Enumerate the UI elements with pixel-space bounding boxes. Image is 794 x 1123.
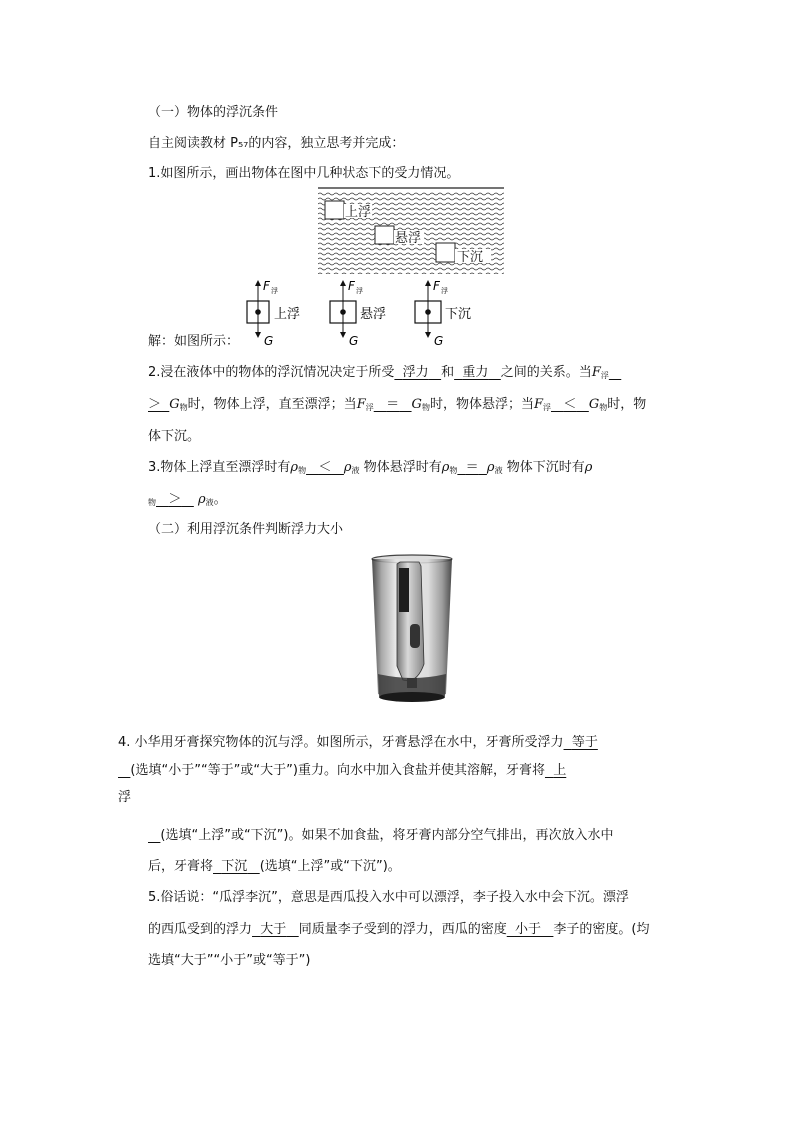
force-label-F-sub: 浮	[356, 287, 363, 295]
force-label-F: F	[433, 279, 440, 293]
question-4-line-3: 浮	[118, 790, 132, 805]
answer-rho-less: ＜	[318, 460, 332, 475]
force-label-F-sub: 浮	[441, 287, 448, 295]
question-4-line-1: 4. 小华用牙膏探究物体的沉与浮。如图所示，牙膏悬浮在水中，牙膏所受浮力 等于	[118, 735, 598, 750]
water-label-float-up: 上浮	[345, 205, 372, 220]
answer-equal: ＝	[386, 397, 400, 412]
answer-sink: 下沉	[221, 859, 248, 874]
force-label-F: F	[348, 279, 355, 293]
question-2-line-2: ＞ $G_物$时，物体上浮，直至漂浮；当$F_浮$ ＝ $G_物$时，物体悬浮；当$F_浮$ ＜ $G_物$时，物	[148, 397, 647, 412]
question-5-line-3: 选填“大于”“小于”或“等于”)	[148, 953, 311, 968]
answer-greater-than: 大于	[260, 922, 287, 937]
answer-float-up-a: 上	[553, 763, 567, 778]
water-label-sink: 下沉	[457, 250, 484, 265]
question-4-line-4: (选填“上浮”或“下沉”)。如果不加食盐，将牙膏内部分空气排出，再次放入水中	[160, 828, 614, 843]
question-3-line-2: $_物$ ＞ $\rho_液$。	[148, 492, 227, 507]
box-suspend	[375, 226, 394, 244]
tube-logo	[410, 624, 420, 648]
answer-buoyancy: 浮力	[402, 365, 429, 380]
question-4-line-2: (选填“小于”“等于”或“大于”)重力。向水中加入食盐并使其溶解，牙膏将 上	[130, 763, 567, 778]
box-float-up	[325, 201, 344, 219]
force-label-float-up: 上浮	[274, 307, 301, 322]
glass-toothpaste-image	[369, 554, 455, 706]
force-diagram-sink	[408, 276, 488, 346]
answer-less: ＜	[563, 397, 577, 412]
force-label-suspend: 悬浮	[360, 307, 387, 322]
question-2-line-3: 体下沉。	[148, 429, 201, 444]
force-label-F-sub: 浮	[271, 287, 278, 295]
question-4-line-5: 后，牙膏将 下沉 (选填“上浮”或“下沉”)。	[148, 859, 401, 874]
question-3-line-1: 3.物体上浮直至漂浮时有$\rho_物$ ＜ $\rho_液$ 物体悬浮时有$\rho_物 = \rho_液$ 物体下沉时有ρ	[148, 460, 593, 475]
box-sink	[436, 243, 455, 262]
solution-text: 解：如图所示：	[148, 334, 240, 349]
answer-less-than: 小于	[514, 922, 541, 937]
force-diagram-float-up	[240, 276, 320, 346]
answer-greater: ＞	[148, 397, 162, 412]
force-label-G: G	[264, 334, 274, 346]
answer-equal-to: 等于	[571, 735, 598, 750]
question-1: 1.如图所示，画出物体在图中几种状态下的受力情况。	[148, 166, 460, 181]
force-diagram-suspend	[323, 276, 403, 346]
answer-gravity: 重力	[462, 365, 489, 380]
force-label-G: G	[349, 334, 359, 346]
question-5-line-1: 5.俗话说：“瓜浮李沉”，意思是西瓜投入水中可以漂浮，李子投入水中会下沉。漂浮	[148, 890, 629, 905]
force-label-F: F	[263, 279, 270, 293]
water-diagram	[318, 186, 504, 274]
section-title-1: （一）物体的浮沉条件	[148, 105, 279, 120]
question-2-line-1: 2.浸在液体中的物体的浮沉情况决定于所受 浮力 和 重力 之间的关系。当$F_浮$	[148, 365, 609, 380]
answer-rho-equal: ＝	[465, 460, 479, 475]
section-title-2: （二）利用浮沉条件判断浮力大小	[148, 522, 344, 537]
question-5-line-2: 的西瓜受到的浮力 大于 同质量李子受到的浮力，西瓜的密度 小于 李子的密度。(均	[148, 922, 650, 937]
intro-text: 自主阅读教材 P₅₇的内容，独立思考并完成：	[148, 136, 405, 151]
tube-dark-band	[399, 568, 409, 612]
water-label-suspend: 悬浮	[395, 231, 422, 246]
force-label-G: G	[434, 334, 444, 346]
answer-rho-greater: ＞	[168, 492, 182, 507]
force-label-sink: 下沉	[445, 307, 472, 322]
